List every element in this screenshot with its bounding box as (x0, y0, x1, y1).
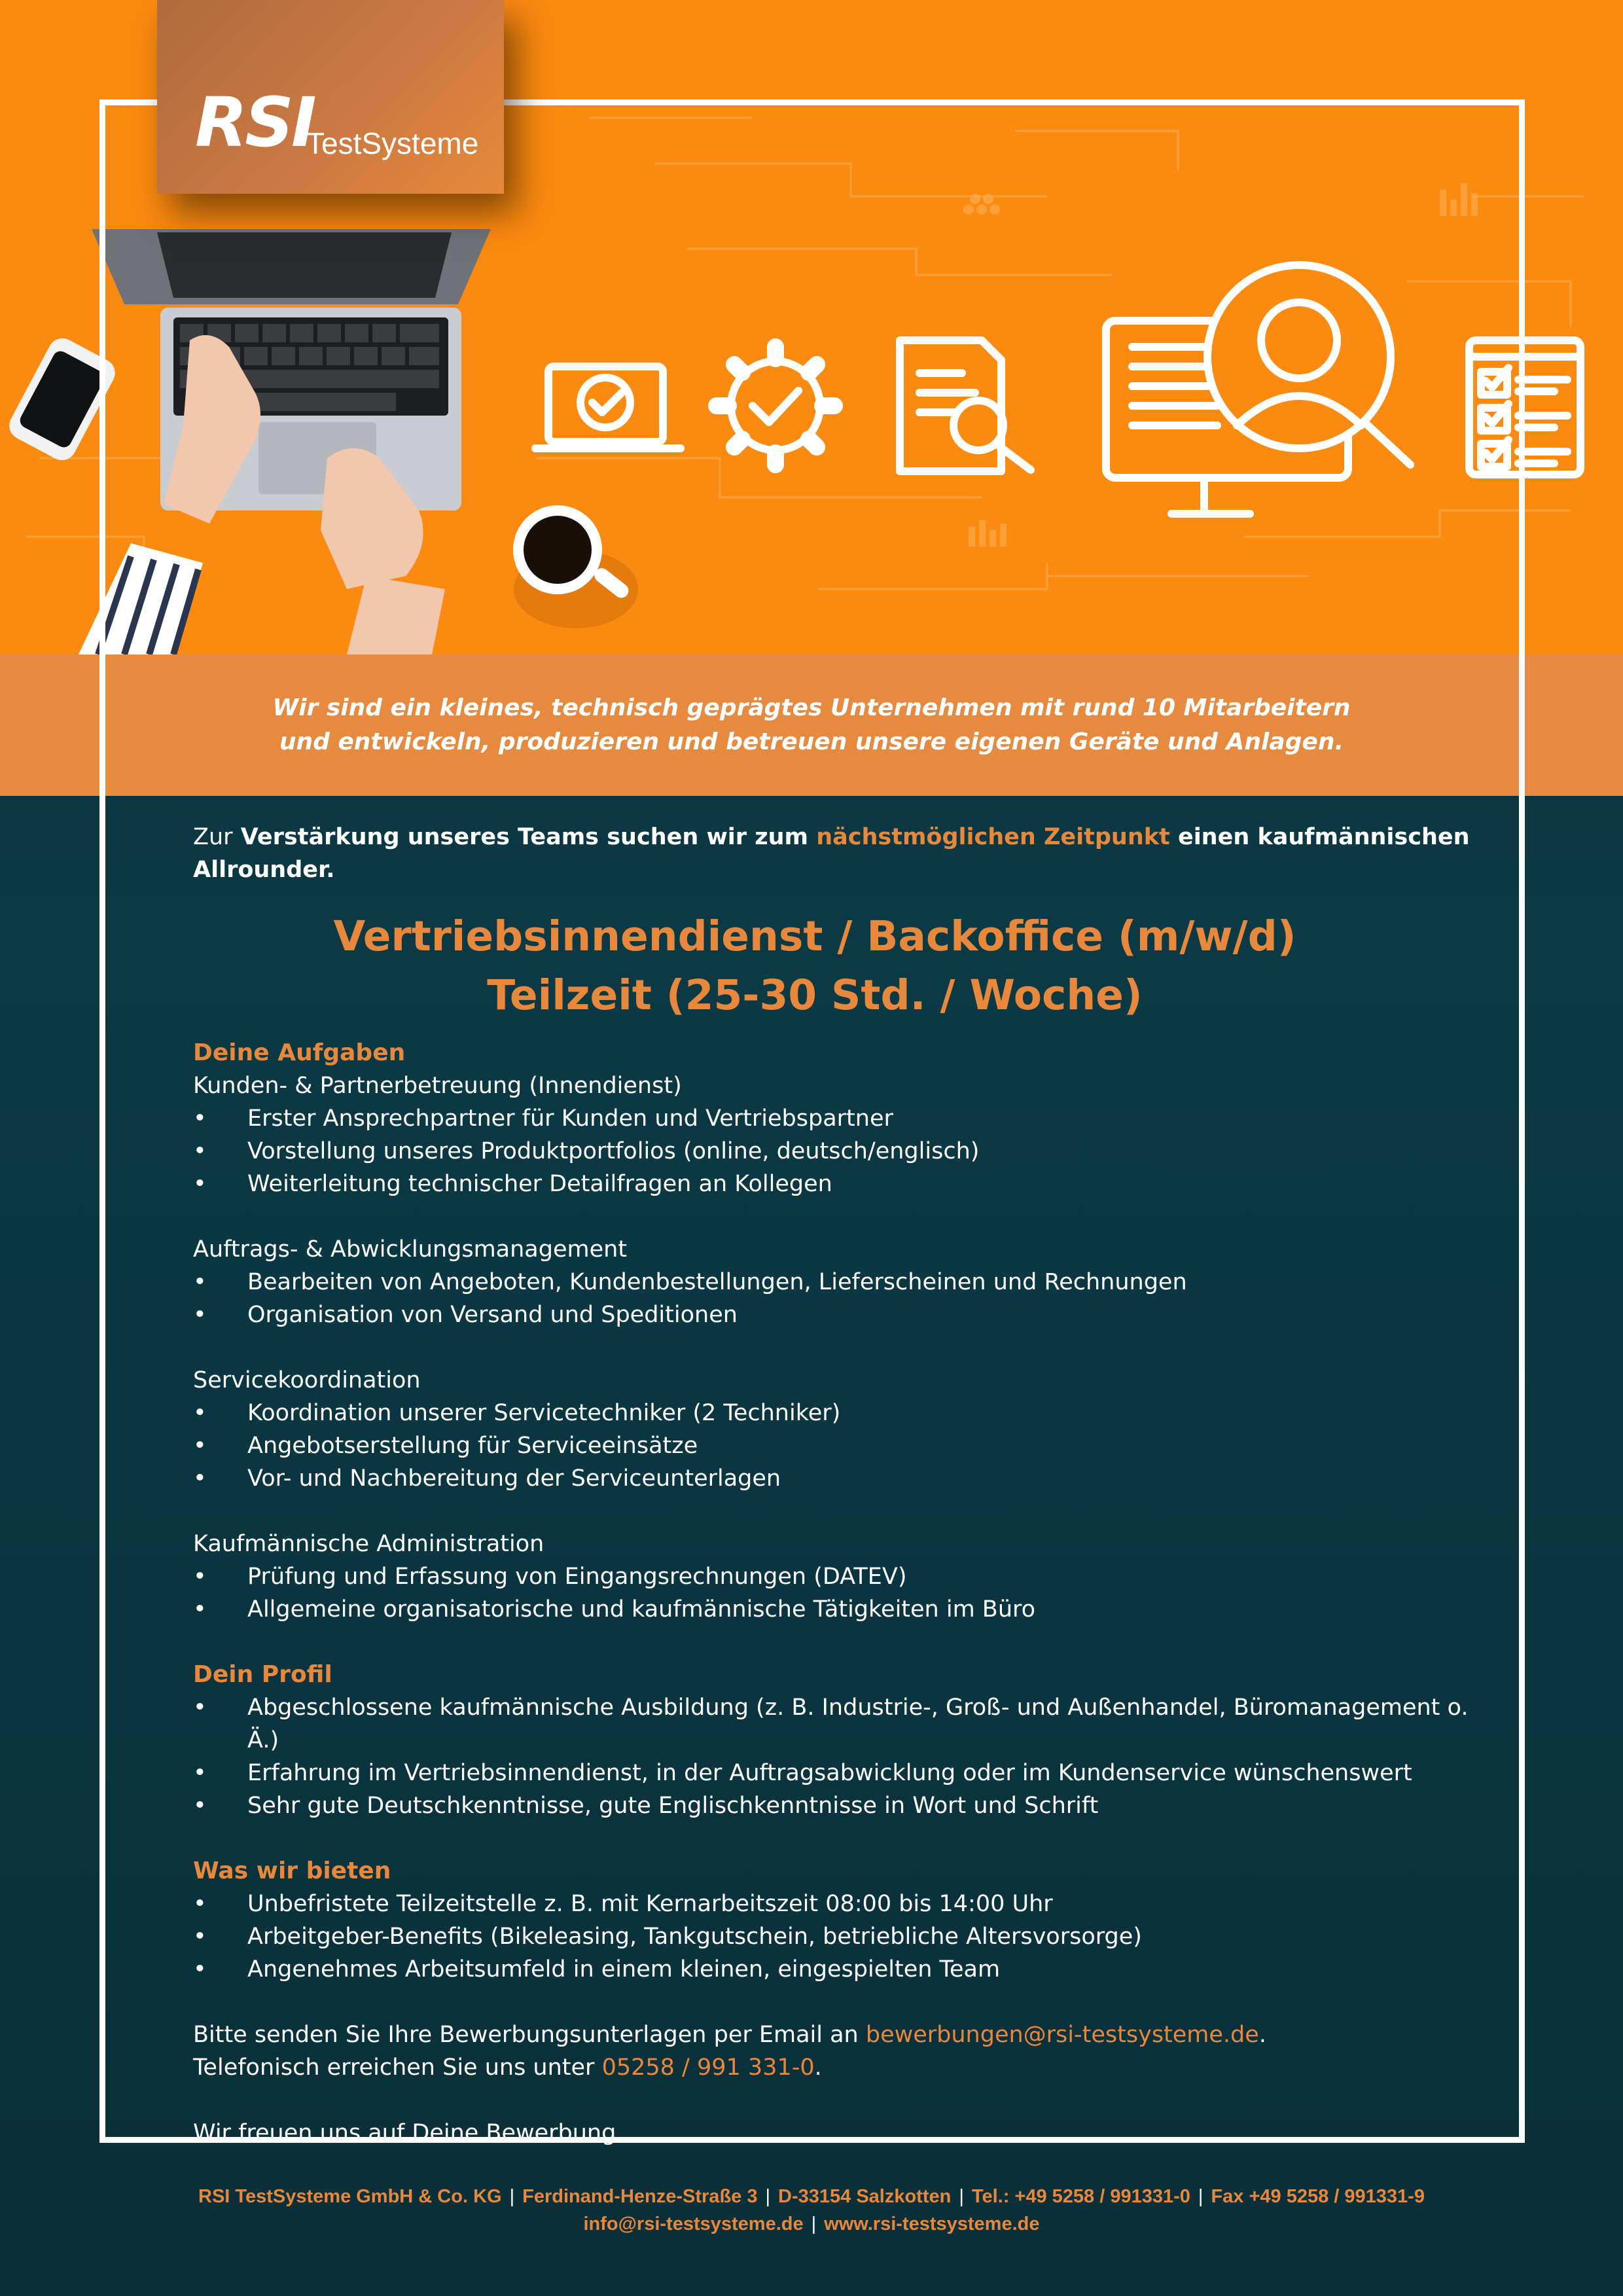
company-logo (157, 0, 504, 194)
monitor-user-search-icon (1106, 265, 1410, 514)
closing-line: Wir freuen uns auf Deine Bewerbung. (193, 2120, 624, 2146)
section-heading-aufgaben: Deine Aufgaben (193, 1039, 406, 1066)
section-profil (193, 1659, 1476, 1822)
job-title (154, 907, 1476, 1025)
list-item: • Erfahrung im Vertriebsinnendienst, in der Auftragsabwicklung oder im Kundenservice wünschenswert (193, 1760, 1412, 1786)
footer-web-link[interactable]: www.rsi-testsysteme.de (824, 2214, 1040, 2234)
group-title: Auftrags- & Abwicklungsmanagement (193, 1236, 628, 1263)
job-title-line-1: Vertriebsinnendienst / Backoffice (m/w/d) (333, 912, 1296, 960)
list-item: • Unbefristete Teilzeitstelle z. B. mit Kernarbeitszeit 08:00 bis 14:00 Uhr (193, 1891, 1053, 1917)
section-bieten (193, 1855, 1476, 1986)
contact-email-line: Bitte senden Sie Ihre Bewerbungsunterlagen per Email an bewerbungen@rsi-testsysteme.de. (193, 2022, 1266, 2048)
list-item: • Koordination unserer Servicetechniker (2 Techniker) (193, 1400, 841, 1426)
list-item: • Bearbeiten von Angeboten, Kundenbestellungen, Lieferscheinen und Rechnungen (193, 1269, 1187, 1295)
document-search-icon (900, 340, 1031, 471)
footer-line-2: info@rsi-testsysteme.de | www.rsi-testsysteme.de (583, 2214, 1040, 2234)
contact-section (193, 2018, 1476, 2149)
footer-line-1: RSI TestSysteme GmbH & Co. KG | Ferdinand-Henze-Straße 3 | D-33154 Salzkotten | Tel.: +49 5258 / 991331-0 | Fax +49 5258 / 991331-9 (198, 2186, 1425, 2207)
section-aufgaben (193, 1037, 1476, 1626)
list-item: • Angenehmes Arbeitsumfeld in einem kleinen, eingespielten Team (193, 1956, 1001, 1982)
footer-street: Ferdinand-Henze-Straße 3 (522, 2186, 758, 2207)
tagline-line-1: Wir sind ein kleines, technisch geprägtes Unternehmen mit rund 10 Mitarbeitern (272, 694, 1351, 721)
phone-link[interactable]: 05258 / 991 331-0 (601, 2054, 815, 2081)
list-item: • Vor- und Nachbereitung der Serviceunterlagen (193, 1465, 781, 1492)
list-item: • Arbeitgeber-Benefits (Bikeleasing, Tankgutschein, betriebliche Altersvorsorge) (193, 1924, 1142, 1950)
list-item: • Organisation von Versand und Speditionen (193, 1302, 738, 1328)
section-heading-bieten: Was wir bieten (193, 1857, 391, 1884)
list-item: • Erster Ansprechpartner für Kunden und Vertriebspartner (193, 1105, 893, 1132)
contact-phone-line: Telefonisch erreichen Sie uns unter 05258 / 991 331-0. (193, 2054, 822, 2081)
list-item: • Vorstellung unseres Produktportfolios (online, deutsch/englisch) (193, 1138, 980, 1164)
laptop-photo (92, 229, 491, 511)
footer-tel: Tel.: +49 5258 / 991331-0 (971, 2186, 1190, 2207)
job-title-line-2: Teilzeit (25-30 Std. / Woche) (487, 971, 1143, 1019)
email-link[interactable]: bewerbungen@rsi-testsysteme.de (865, 2022, 1259, 2048)
section-heading-profil: Dein Profil (193, 1661, 332, 1688)
list-item: • Prüfung und Erfassung von Eingangsrechnungen (DATEV) (193, 1564, 907, 1590)
laptop-check-icon (535, 367, 681, 448)
group-title: Kaufmännische Administration (193, 1531, 544, 1557)
list-item: • Weiterleitung technischer Detailfragen an Kollegen (193, 1171, 832, 1197)
gear-check-icon (717, 347, 834, 465)
intro-sentence: Zur Verstärkung unseres Teams suchen wir zum nächstmöglichen Zeitpunkt einen kaufmännischen Allrounder. (193, 824, 1470, 883)
list-item: • Sehr gute Deutschkenntnisse, gute Englischkenntnisse in Wort und Schrift (193, 1793, 1099, 1819)
checklist-icon (1469, 340, 1580, 475)
footer-fax: Fax +49 5258 / 991331-9 (1211, 2186, 1425, 2207)
job-posting (193, 821, 1476, 2149)
group-title: Servicekoordination (193, 1367, 421, 1393)
group-title: Kunden- & Partnerbetreuung (Innendienst) (193, 1073, 682, 1099)
footer-company: RSI TestSysteme GmbH & Co. KG (198, 2186, 502, 2207)
list-item: • Abgeschlossene kaufmännische Ausbildung (z. B. Industrie-, Groß- und Außenhandel, Büromanagement o. Ä.) (193, 1695, 1469, 1753)
logo-name: TestSysteme (306, 126, 479, 160)
list-item: • Angebotserstellung für Serviceeinsätze (193, 1433, 698, 1459)
coffee-cup-icon (513, 505, 638, 628)
list-item: • Allgemeine organisatorische und kaufmännische Tätigkeiten im Büro (193, 1596, 1036, 1623)
footer-city: D-33154 Salzkotten (778, 2186, 952, 2207)
footer (0, 2183, 1623, 2238)
tagline-line-2: und entwickeln, produzieren und betreuen unsere eigenen Geräte und Anlagen. (279, 728, 1344, 755)
footer-email-link[interactable]: info@rsi-testsysteme.de (583, 2214, 804, 2234)
logo-mark: RSI (195, 82, 314, 162)
tagline-band (0, 655, 1623, 796)
smartphone-icon (5, 333, 120, 465)
